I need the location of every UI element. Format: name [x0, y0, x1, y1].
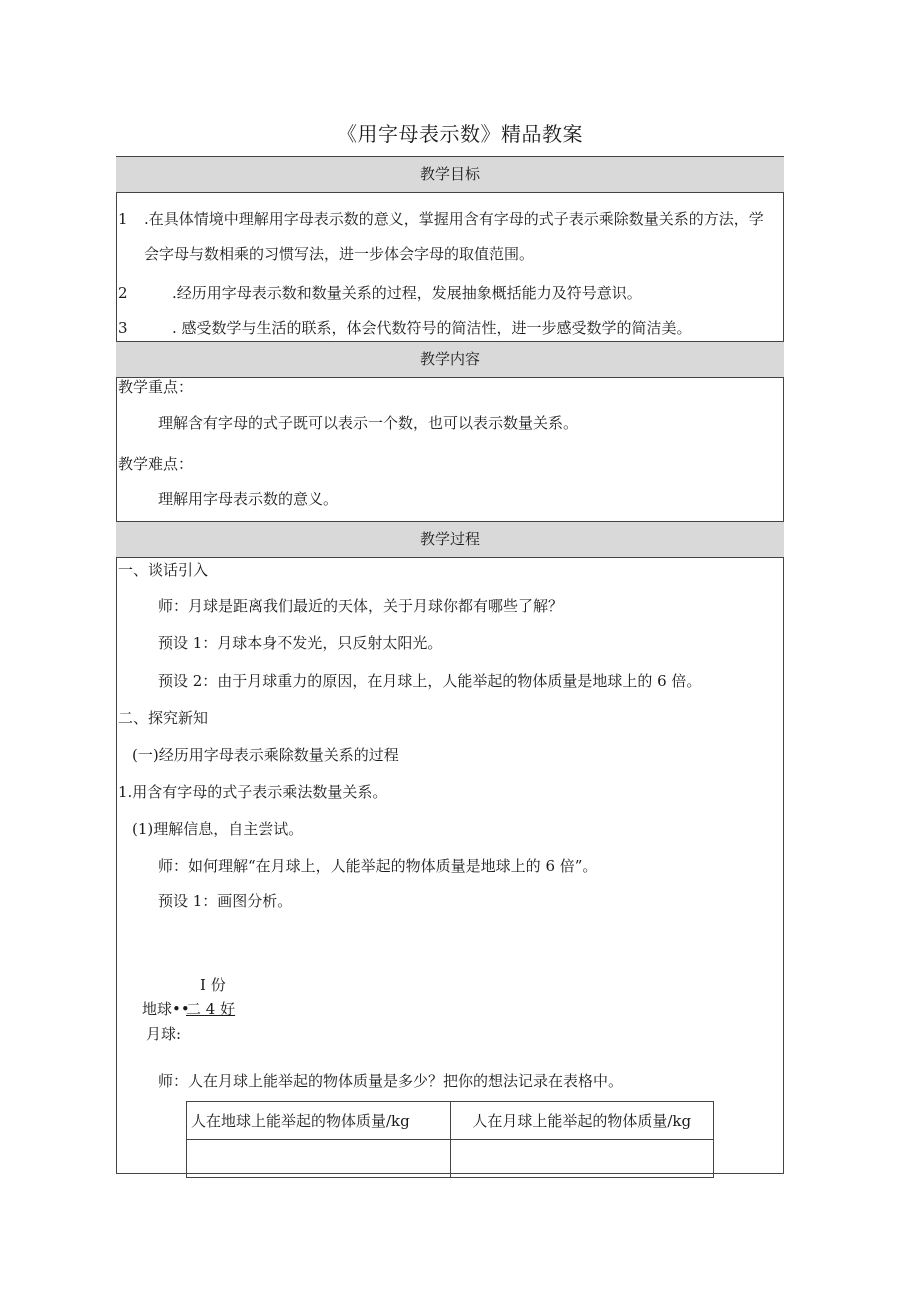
- key-point-label: 教学重点：: [118, 378, 194, 396]
- record-table: [186, 1101, 714, 1178]
- part2-heading: 二、探究新知: [118, 709, 209, 727]
- lesson-table-frame: [116, 156, 784, 1174]
- diagram-earth-value: 二 4 好: [186, 1000, 236, 1018]
- paragraph-preset-draw: 预设 1：画图分析。: [158, 892, 293, 910]
- goal-number-3: 3: [118, 319, 128, 337]
- diagram-earth-label: 地球••: [142, 1000, 190, 1018]
- difficulty-label: 教学难点：: [118, 455, 194, 473]
- paragraph-preset-1: 预设 1：月球本身不发光，只反射太阳光。: [158, 634, 443, 652]
- part1-heading: 一、谈话引入: [118, 561, 209, 579]
- paragraph-teacher-understand: 师：如何理解“在月球上，人能举起的物体质量是地球上的 6 倍”。: [158, 857, 598, 875]
- paragraph-preset-2: 预设 2：由于月球重力的原因，在月球上，人能举起的物体质量是地球上的 6 倍。: [158, 672, 702, 690]
- record-table-header-earth: 人在地球上能举起的物体质量/kg: [187, 1102, 451, 1140]
- difficulty-text: 理解用字母表示数的意义。: [158, 490, 339, 508]
- record-table-cell-earth[interactable]: [187, 1140, 451, 1178]
- goal-number-1: 1: [118, 210, 128, 228]
- record-table-empty-row: [187, 1140, 714, 1178]
- goal-number-2: 2: [118, 284, 128, 302]
- record-table-header-moon: 人在月球上能举起的物体质量/kg: [450, 1102, 714, 1140]
- goal-text-1-line1: .在具体情境中理解用字母表示数的意义，掌握用含有字母的式子表示乘除数量关系的方法，学: [144, 210, 764, 228]
- diagram-top-label: I 份: [200, 976, 226, 994]
- record-table-header-row: [187, 1102, 714, 1140]
- goal-text-1-line2: 会字母与数相乘的习惯写法，进一步体会字母的取值范围。: [144, 245, 535, 263]
- diagram-moon-label: 月球:: [146, 1025, 182, 1043]
- goal-text-3: . 感受数学与生活的联系，体会代数符号的简洁性，进一步感受数学的简洁美。: [172, 319, 692, 337]
- item-1: 1.用含有字母的式子表示乘法数量关系。: [118, 783, 388, 801]
- key-point-text: 理解含有字母的式子既可以表示一个数，也可以表示数量关系。: [158, 414, 579, 432]
- record-table-cell-moon[interactable]: [450, 1140, 714, 1178]
- goal-text-2: .经历用字母表示数和数量关系的过程，发展抽象概括能力及符号意识。: [172, 284, 642, 302]
- paragraph-teacher-moon: 师：月球是距离我们最近的天体，关于月球你都有哪些了解？: [158, 597, 564, 615]
- section-header-content: 教学内容: [116, 341, 784, 378]
- document-title: 《用字母表示数》精品教案: [337, 122, 583, 146]
- subsection-1: (一)经历用字母表示乘除数量关系的过程: [132, 746, 399, 764]
- section-header-goals: 教学目标: [116, 156, 784, 193]
- section-header-process: 教学过程: [116, 521, 784, 558]
- paragraph-teacher-record: 师：人在月球上能举起的物体质量是多少？把你的想法记录在表格中。: [158, 1072, 624, 1090]
- step-1: (1)理解信息，自主尝试。: [132, 820, 304, 838]
